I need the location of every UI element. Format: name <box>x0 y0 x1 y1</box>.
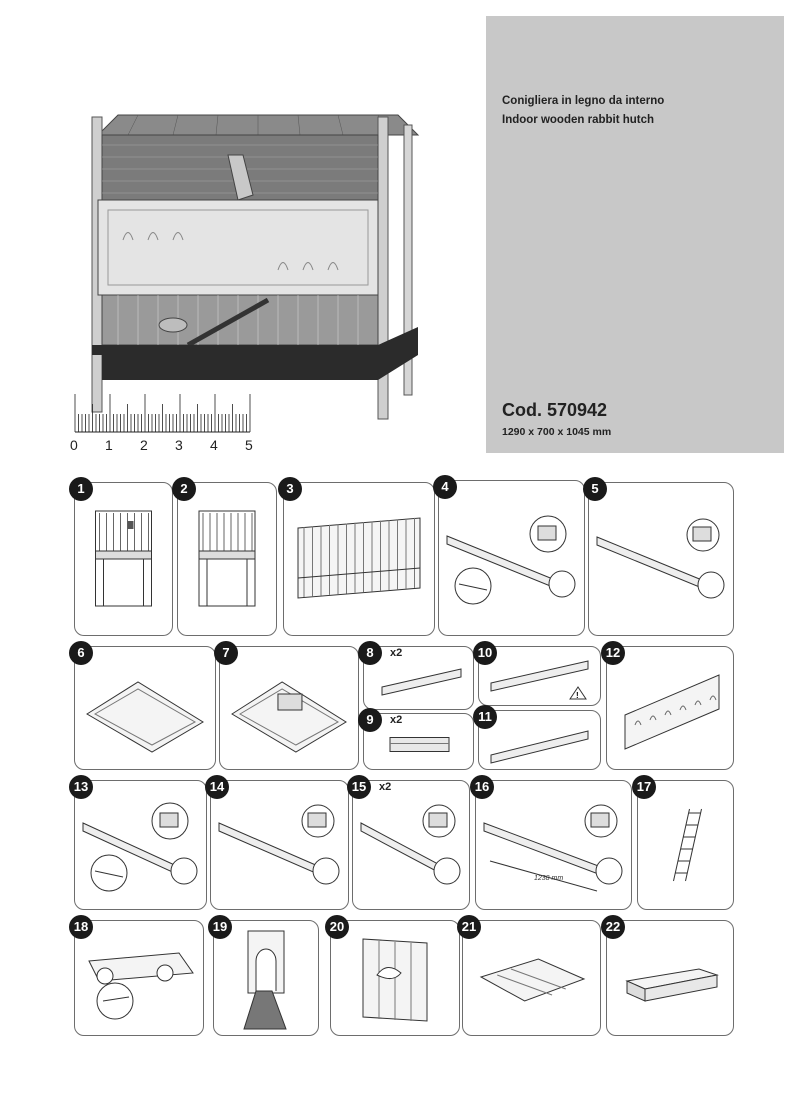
part-panel-19 <box>213 920 319 1036</box>
part-panel-12 <box>606 646 734 770</box>
part-number-badge: 13 <box>69 775 93 799</box>
part-panel-13 <box>74 780 207 910</box>
ruler-label-3: 3 <box>175 437 183 453</box>
part-number-badge: 6 <box>69 641 93 665</box>
part-number-badge: 5 <box>583 477 607 501</box>
part-number-badge: 3 <box>278 477 302 501</box>
part-panel-11 <box>478 710 601 770</box>
part-number-badge: 8 <box>358 641 382 665</box>
part-panel-15 <box>352 780 470 910</box>
part-number-badge: 14 <box>205 775 229 799</box>
part-quantity: x2 <box>390 647 403 659</box>
part-panel-21 <box>462 920 601 1036</box>
part-panel-7 <box>219 646 359 770</box>
product-dimensions: 1290 x 700 x 1045 mm <box>502 426 612 438</box>
part-number-badge: 12 <box>601 641 625 665</box>
part-number-badge: 11 <box>473 705 497 729</box>
part-number-badge: 21 <box>457 915 481 939</box>
part-panel-14 <box>210 780 349 910</box>
product-name-italian: Conigliera in legno da interno <box>502 95 665 107</box>
scale-ruler <box>70 392 260 454</box>
part-panel-3 <box>283 482 435 636</box>
part-panel-17 <box>637 780 734 910</box>
part-number-badge: 15 <box>347 775 371 799</box>
svg-text:!: ! <box>576 691 579 700</box>
part-number-badge: 20 <box>325 915 349 939</box>
part-panel-2 <box>177 482 277 636</box>
ruler-label-0: 0 <box>70 437 78 453</box>
part-quantity: x2 <box>379 781 392 793</box>
part-panel-4 <box>438 480 585 636</box>
part-number-badge: 19 <box>208 915 232 939</box>
part-number-badge: 1 <box>69 477 93 501</box>
part-number-badge: 9 <box>358 708 382 732</box>
product-info-panel <box>486 16 784 453</box>
part-panel-16 <box>475 780 632 910</box>
part-panel-22 <box>606 920 734 1036</box>
part-number-badge: 16 <box>470 775 494 799</box>
part-panel-1 <box>74 482 173 636</box>
part-panel-20 <box>330 920 460 1036</box>
part-panel-8 <box>363 646 474 710</box>
part-number-badge: 2 <box>172 477 196 501</box>
product-illustration <box>78 105 438 425</box>
ruler-label-1: 1 <box>105 437 113 453</box>
part-quantity: x2 <box>390 714 403 726</box>
part-number-badge: 10 <box>473 641 497 665</box>
part-number-badge: 22 <box>601 915 625 939</box>
part-measurement: 1238 mm <box>534 875 564 882</box>
part-number-badge: 7 <box>214 641 238 665</box>
ruler-label-2: 2 <box>140 437 148 453</box>
product-code: Cod. 570942 <box>502 400 608 420</box>
part-panel-18 <box>74 920 204 1036</box>
part-panel-10 <box>478 646 601 706</box>
ruler-label-4: 4 <box>210 437 218 453</box>
ruler-label-5: 5 <box>245 437 253 453</box>
part-number-badge: 4 <box>433 475 457 499</box>
part-panel-9 <box>363 713 474 770</box>
product-name-english: Indoor wooden rabbit hutch <box>502 114 655 126</box>
part-panel-5 <box>588 482 734 636</box>
part-number-badge: 17 <box>632 775 656 799</box>
part-panel-6 <box>74 646 216 770</box>
part-number-badge: 18 <box>69 915 93 939</box>
